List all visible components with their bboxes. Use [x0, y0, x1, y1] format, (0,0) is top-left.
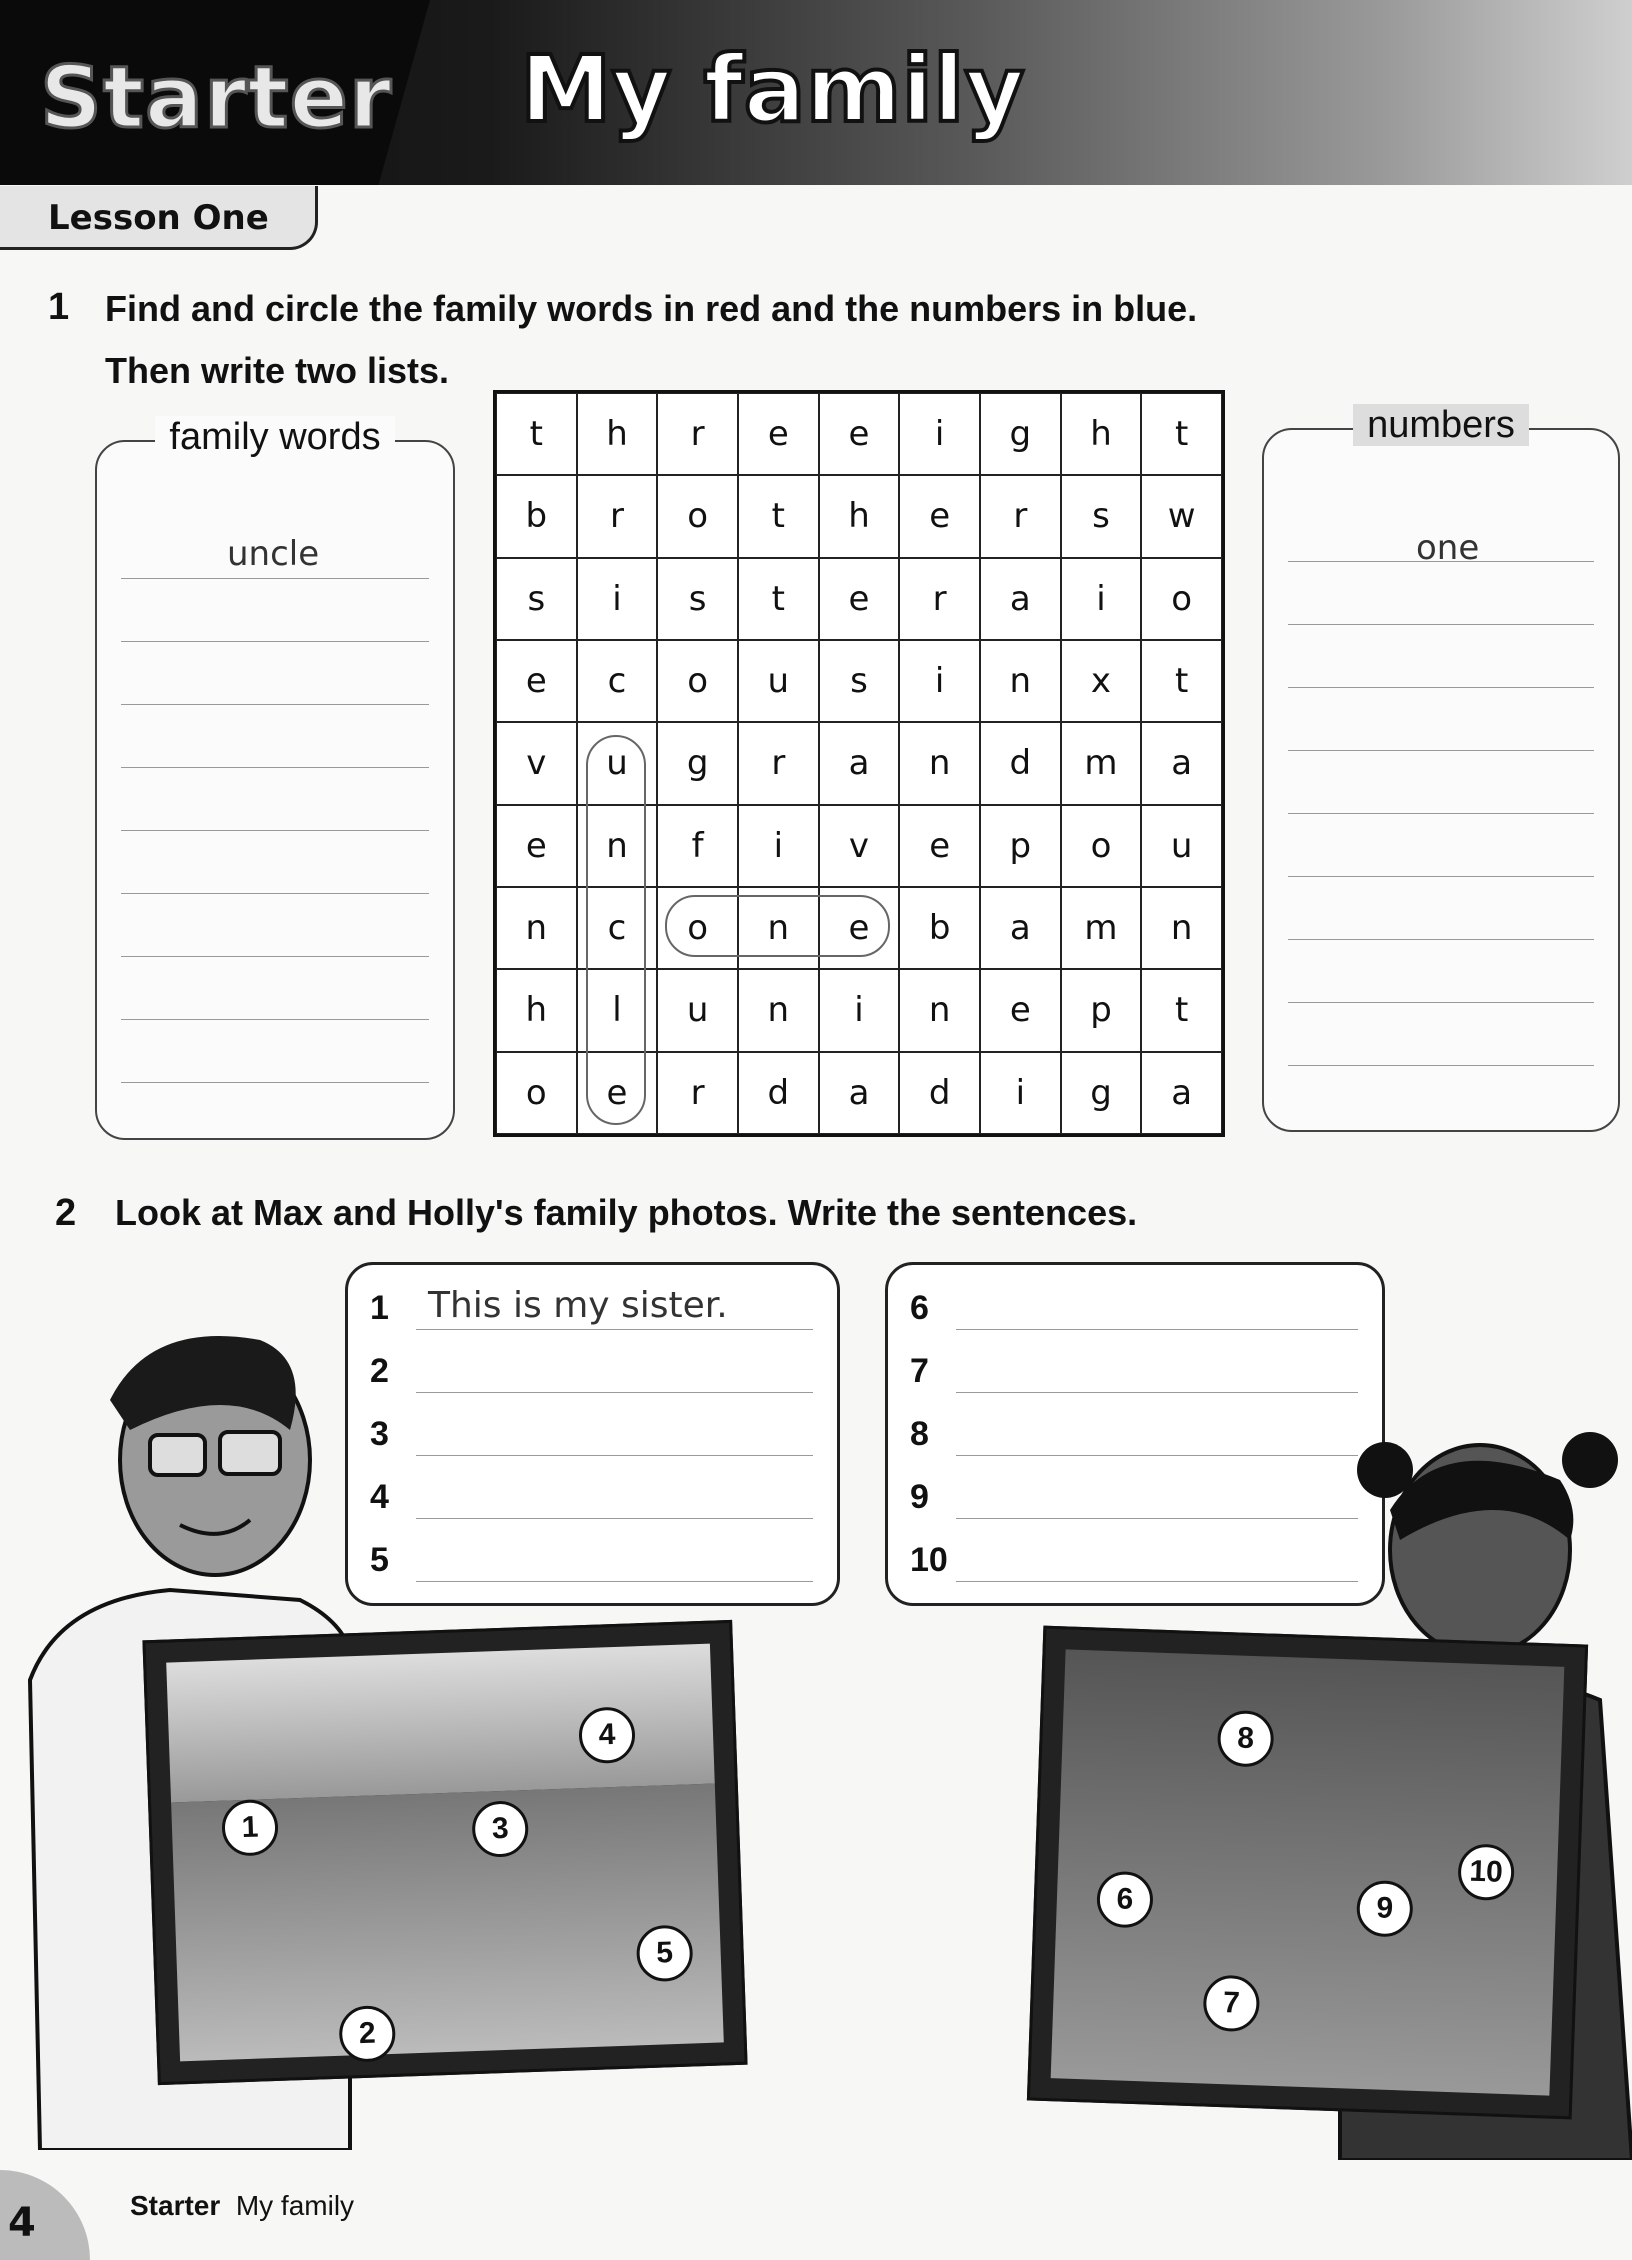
sentence-line[interactable]	[888, 1342, 1382, 1402]
grid-cell[interactable]: e	[819, 558, 900, 640]
grid-cell[interactable]: b	[496, 475, 577, 557]
grid-cell[interactable]: e	[980, 969, 1061, 1051]
answer-line[interactable]	[1288, 1064, 1594, 1066]
grid-cell[interactable]: d	[738, 1052, 819, 1134]
grid-cell[interactable]: a	[1141, 722, 1222, 804]
answer-line[interactable]	[1288, 875, 1594, 877]
sentence-number: 3	[370, 1415, 389, 1453]
grid-cell[interactable]: f	[657, 805, 738, 887]
grid-cell[interactable]: n	[738, 887, 819, 969]
sentence-number: 9	[910, 1478, 929, 1516]
grid-cell[interactable]: e	[496, 805, 577, 887]
family-words-panel	[95, 416, 455, 1140]
numbers-panel	[1262, 404, 1620, 1132]
answer-line[interactable]	[121, 766, 429, 768]
grid-cell[interactable]: r	[899, 558, 980, 640]
grid-cell[interactable]: o	[1141, 558, 1222, 640]
number-answer: one	[1416, 528, 1480, 568]
sentence-number: 6	[910, 1289, 929, 1327]
grid-cell[interactable]: o	[657, 887, 738, 969]
family-word-answer: uncle	[227, 534, 320, 574]
grid-cell[interactable]: i	[899, 393, 980, 475]
answer-line[interactable]	[121, 955, 429, 957]
grid-cell[interactable]: i	[819, 969, 900, 1051]
sentence-number: 4	[370, 1478, 389, 1516]
grid-cell[interactable]: e	[899, 475, 980, 557]
grid-cell[interactable]: g	[1061, 1052, 1142, 1134]
holly-family-photo	[1027, 1626, 1588, 2120]
answer-line[interactable]	[121, 703, 429, 705]
grid-cell[interactable]: x	[1061, 640, 1142, 722]
answer-line[interactable]	[1288, 1001, 1594, 1003]
unit-label: Starter	[40, 48, 393, 148]
photo-label: 4	[578, 1706, 636, 1764]
footer-title	[130, 2190, 354, 2222]
grid-cell[interactable]: s	[657, 558, 738, 640]
grid-cell[interactable]: n	[980, 640, 1061, 722]
grid-cell[interactable]: m	[1061, 722, 1142, 804]
exercise-2-number: 2	[55, 1192, 77, 1234]
answer-line[interactable]	[121, 1018, 429, 1020]
grid-cell[interactable]: s	[819, 640, 900, 722]
answer-line[interactable]	[1288, 938, 1594, 940]
grid-cell[interactable]: o	[496, 1052, 577, 1134]
grid-cell[interactable]: u	[1141, 805, 1222, 887]
grid-cell[interactable]: t	[1141, 969, 1222, 1051]
grid-cell[interactable]: a	[819, 1052, 900, 1134]
sentence-number: 1	[370, 1289, 389, 1327]
answer-line[interactable]	[1288, 560, 1594, 562]
grid-cell[interactable]: g	[657, 722, 738, 804]
grid-cell[interactable]: t	[496, 393, 577, 475]
sentence-number: 8	[910, 1415, 929, 1453]
numbers-title: numbers	[1353, 404, 1529, 446]
exercise-1-instruction: Find and circle the family words in red and the numbers in blue.	[105, 288, 1198, 329]
grid-cell[interactable]: h	[496, 969, 577, 1051]
grid-cell[interactable]: g	[980, 393, 1061, 475]
grid-cell[interactable]: t	[1141, 393, 1222, 475]
grid-cell[interactable]: u	[738, 640, 819, 722]
grid-cell[interactable]: a	[980, 558, 1061, 640]
answer-line[interactable]	[1288, 686, 1594, 688]
answer-line[interactable]	[121, 892, 429, 894]
grid-cell[interactable]: d	[980, 722, 1061, 804]
grid-cell[interactable]: r	[738, 722, 819, 804]
grid-cell[interactable]: i	[980, 1052, 1061, 1134]
grid-cell[interactable]: o	[657, 640, 738, 722]
grid-cell[interactable]: t	[738, 558, 819, 640]
grid-cell[interactable]: i	[738, 805, 819, 887]
exercise-2-instruction: Look at Max and Holly's family photos. Write the sentences.	[115, 1192, 1138, 1233]
answer-line[interactable]	[121, 640, 429, 642]
sentence-underline	[956, 1392, 1358, 1393]
grid-cell[interactable]: e	[819, 887, 900, 969]
family-words-title: family words	[155, 416, 394, 458]
sentence-number: 5	[370, 1541, 389, 1579]
grid-cell[interactable]: p	[980, 805, 1061, 887]
grid-cell[interactable]: r	[980, 475, 1061, 557]
grid-cell[interactable]: i	[1061, 558, 1142, 640]
grid-cell[interactable]: s	[496, 558, 577, 640]
sentence-text: This is my sister.	[428, 1285, 728, 1326]
grid-cell[interactable]: h	[1061, 393, 1142, 475]
grid-cell[interactable]: t	[1141, 640, 1222, 722]
grid-cell[interactable]: n	[738, 969, 819, 1051]
grid-cell[interactable]: e	[577, 1052, 658, 1134]
photo-label: 3	[471, 1800, 529, 1858]
grid-cell[interactable]: u	[577, 722, 658, 804]
exercise-1-number: 1	[48, 286, 70, 328]
max-family-photo	[142, 1620, 747, 2085]
grid-cell[interactable]: e	[496, 640, 577, 722]
grid-cell[interactable]: t	[738, 475, 819, 557]
grid-cell[interactable]: d	[899, 1052, 980, 1134]
sentence-number: 7	[910, 1352, 929, 1390]
grid-cell[interactable]: v	[496, 722, 577, 804]
photo-label: 10	[1457, 1843, 1515, 1901]
page-number: 4	[0, 2170, 90, 2260]
grid-cell[interactable]: w	[1141, 475, 1222, 557]
grid-cell[interactable]: r	[657, 393, 738, 475]
footer-page-title: My family	[235, 2190, 355, 2221]
grid-cell[interactable]: o	[657, 475, 738, 557]
grid-cell[interactable]: a	[980, 887, 1061, 969]
sentence-underline	[956, 1329, 1358, 1330]
grid-cell[interactable]: a	[819, 722, 900, 804]
grid-cell[interactable]: n	[1141, 887, 1222, 969]
grid-cell[interactable]: e	[899, 805, 980, 887]
grid-cell[interactable]: h	[577, 393, 658, 475]
grid-cell[interactable]: l	[577, 969, 658, 1051]
sentence-number: 10	[910, 1541, 948, 1579]
circled-word-one	[665, 895, 890, 957]
photo-label: 2	[338, 2005, 396, 2063]
grid-cell[interactable]: i	[577, 558, 658, 640]
page-title: My family	[520, 36, 1025, 143]
grid-cell[interactable]: e	[738, 393, 819, 475]
sentence-number: 2	[370, 1352, 389, 1390]
photo-label: 7	[1202, 1974, 1260, 2032]
answer-line[interactable]	[121, 577, 429, 579]
grid-cell[interactable]: i	[899, 640, 980, 722]
photo-label: 9	[1356, 1880, 1414, 1938]
grid-cell[interactable]: o	[1061, 805, 1142, 887]
grid-cell[interactable]: m	[1061, 887, 1142, 969]
answer-line[interactable]	[1288, 812, 1594, 814]
circled-word-uncle	[586, 735, 646, 1125]
exercise-1-instruction-2: Then write two lists.	[105, 350, 450, 391]
grid-cell[interactable]: h	[819, 475, 900, 557]
lesson-tab: Lesson One	[0, 186, 318, 250]
answer-line[interactable]	[121, 829, 429, 831]
grid-cell[interactable]: s	[1061, 475, 1142, 557]
photo-label: 1	[221, 1799, 279, 1857]
answer-line[interactable]	[1288, 749, 1594, 751]
grid-cell[interactable]: v	[819, 805, 900, 887]
grid-cell[interactable]: b	[899, 887, 980, 969]
grid-cell[interactable]: p	[1061, 969, 1142, 1051]
grid-cell[interactable]: n	[899, 969, 980, 1051]
grid-cell[interactable]: u	[657, 969, 738, 1051]
grid-cell[interactable]: n	[899, 722, 980, 804]
photo-label: 8	[1217, 1710, 1275, 1768]
answer-line[interactable]	[1288, 623, 1594, 625]
grid-cell[interactable]: e	[819, 393, 900, 475]
grid-cell[interactable]: c	[577, 887, 658, 969]
grid-cell[interactable]: c	[577, 640, 658, 722]
grid-cell[interactable]: r	[577, 475, 658, 557]
grid-cell[interactable]: n	[577, 805, 658, 887]
photo-label: 6	[1096, 1871, 1154, 1929]
footer-unit: Starter	[130, 2190, 221, 2221]
photo-label: 5	[636, 1924, 694, 1982]
sentence-line[interactable]	[888, 1279, 1382, 1339]
grid-cell[interactable]: n	[496, 887, 577, 969]
grid-cell[interactable]: r	[657, 1052, 738, 1134]
answer-line[interactable]	[121, 1081, 429, 1083]
grid-cell[interactable]: a	[1141, 1052, 1222, 1134]
